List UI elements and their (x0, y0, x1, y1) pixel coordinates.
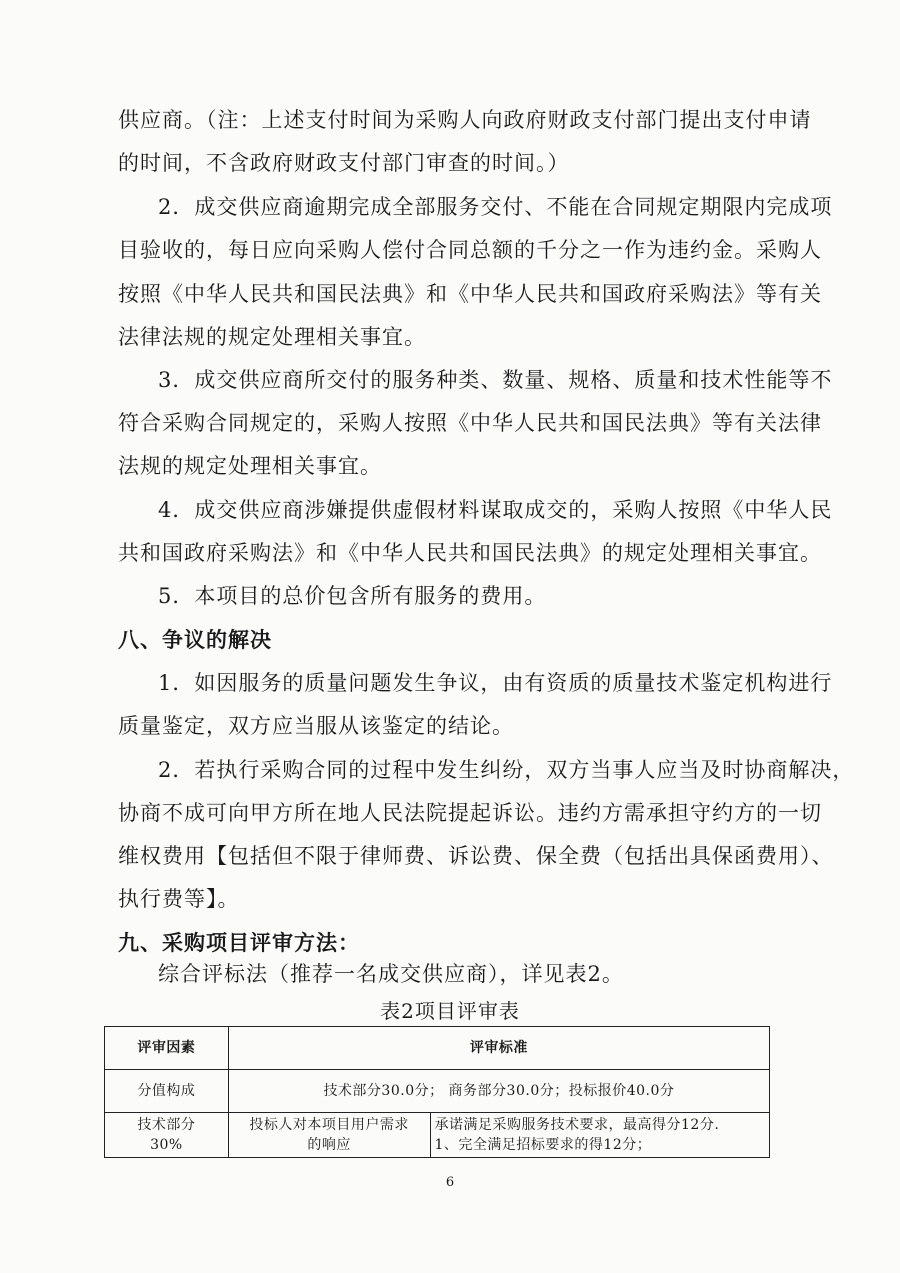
section-heading: 九、采购项目评审方法： (118, 930, 360, 955)
cell-text: 30% (150, 1137, 183, 1153)
page-number: 6 (445, 1175, 455, 1190)
table-header-row (105, 1027, 770, 1070)
paragraph-line: 执行费等】。 (118, 887, 240, 911)
paragraph-line: 协商不成可向甲方所在地人民法院提起诉讼。违约方需承担守约方的一切 (118, 801, 822, 825)
paragraph-line: 目验收的，每日应向采购人偿付合同总额的千分之一作为违约金。采购人 (118, 238, 822, 262)
table-cell: 技术部分30.0分； 商务部分30.0分；投标报价40.0分 (228, 1070, 769, 1113)
paragraph-line: 维权费用【包括但不限于律师费、诉讼费、保全费（包括出具保函费用）、 (118, 844, 834, 868)
paragraph-line: 按照《中华人民共和国民法典》和《中华人民共和国政府采购法》等有关 (118, 282, 822, 306)
paragraph-line: 的时间，不含政府财政支付部门审查的时间。） (118, 151, 570, 175)
paragraph-line: 法规的规定处理相关事宜。 (118, 454, 382, 478)
table-cell (430, 1113, 769, 1158)
paragraph-line: 共和国政府采购法》和《中华人民共和国民法典》的规定处理相关事宜。 (118, 541, 822, 565)
evaluation-table (104, 1026, 770, 1158)
table-header-cell: 评审因素 (105, 1027, 229, 1070)
cell-text: 承诺满足采购服务技术要求，最高得分12分. (434, 1117, 720, 1133)
table-header-cell: 评审标准 (228, 1027, 769, 1070)
paragraph-line: 2．成交供应商逾期完成全部服务交付、不能在合同规定期限内完成项 (158, 195, 833, 219)
paragraph-line: 3．成交供应商所交付的服务种类、数量、规格、质量和技术性能等不 (158, 368, 833, 392)
table-cell (228, 1113, 430, 1158)
cell-text: 的响应 (307, 1137, 351, 1153)
paragraph-line: 5．本项目的总价包含所有服务的费用。 (158, 584, 547, 608)
paragraph-line: 法律法规的规定处理相关事宜。 (118, 325, 426, 349)
paragraph-line: 综合评标法（推荐一名成交供应商），详见表2。 (158, 962, 624, 986)
paragraph-line: 4．成交供应商涉嫌提供虚假材料谋取成交的，采购人按照《中华人民 (158, 498, 833, 522)
table-row (105, 1070, 770, 1113)
table-row (105, 1113, 770, 1158)
paragraph-line: 1．如因服务的质量问题发生争议，由有资质的质量技术鉴定机构进行 (158, 671, 833, 695)
table-caption: 表2项目评审表 (380, 999, 520, 1023)
paragraph-line: 供应商。（注：上述支付时间为采购人向政府财政支付部门提出支付申请 (118, 108, 812, 132)
table-cell (105, 1113, 229, 1158)
paragraph-line: 符合采购合同规定的，采购人按照《中华人民共和国民法典》等有关法律 (118, 411, 822, 435)
cell-text: 投标人对本项目用户需求 (249, 1117, 409, 1133)
paragraph-line: 质量鉴定，双方应当服从该鉴定的结论。 (118, 714, 514, 738)
table-cell: 分值构成 (105, 1070, 229, 1113)
cell-text: 技术部分 (137, 1117, 196, 1133)
section-heading: 八、争议的解决 (118, 627, 272, 652)
paragraph-line: 2．若执行采购合同的过程中发生纠纷，双方当事人应当及时协商解决， (158, 758, 855, 782)
cell-text: 1、完全满足招标要求的得12分； (434, 1137, 652, 1153)
